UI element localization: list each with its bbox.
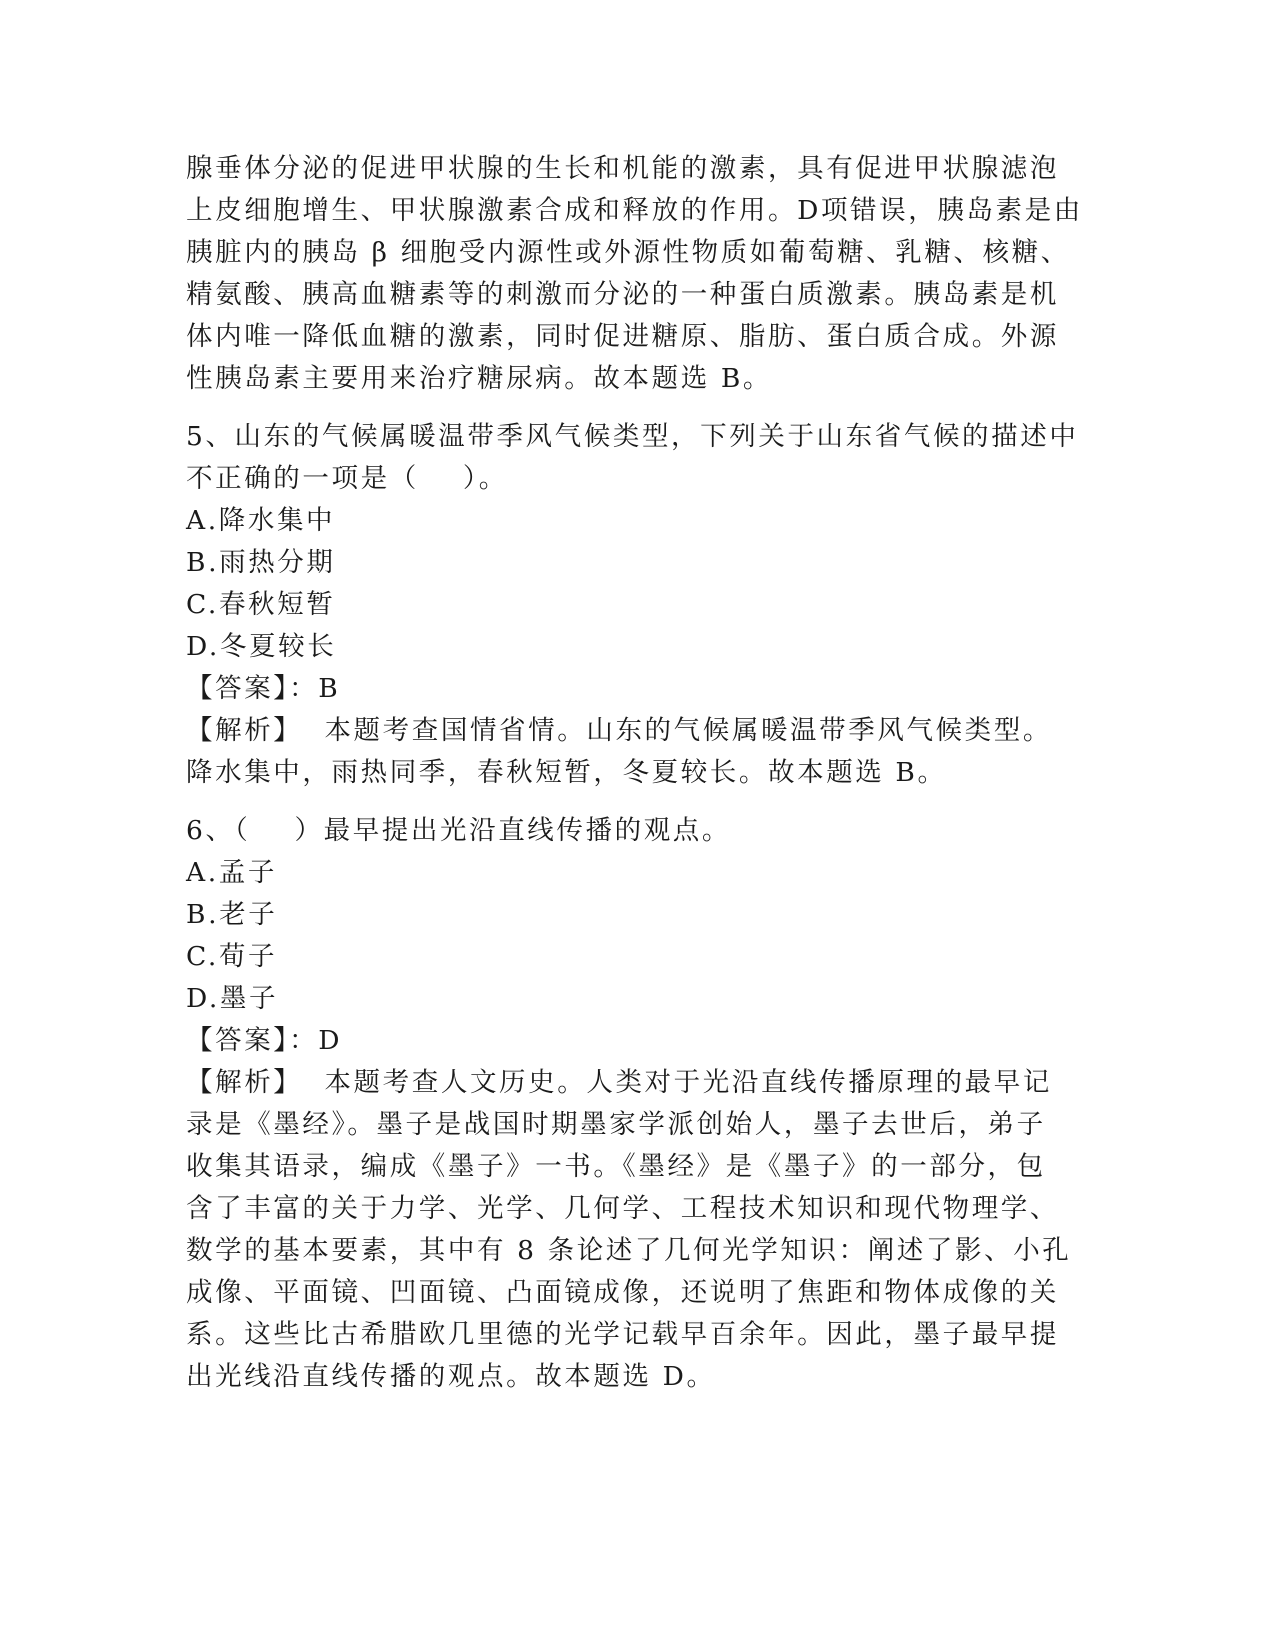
text-line: 体内唯一降低血糖的激素，同时促进糖原、脂肪、蛋白质合成。外源 — [186, 321, 1059, 352]
text-line: 性胰岛素主要用来治疗糖尿病。故本题选 B。 — [186, 363, 772, 394]
spacer — [186, 794, 1086, 810]
text-line: 胰脏内的胰岛 β 细胞受内源性或外源性物质如葡萄糖、乳糖、核糖、 — [186, 237, 1070, 268]
question-6 — [186, 810, 1086, 1398]
document-page — [186, 148, 1086, 1398]
question-stem: 5、山东的气候属暖温带季风气候类型，下列关于山东省气候的描述中 — [186, 421, 1079, 452]
analysis-line: 【解析】 本题考查人文历史。人类对于光沿直线传播原理的最早记 — [186, 1067, 1052, 1098]
analysis-line: 降水集中，雨热同季，春秋短暂，冬夏较长。故本题选 B。 — [186, 757, 947, 788]
question-stem: 6、（ ）最早提出光沿直线传播的观点。 — [186, 815, 732, 846]
analysis-line: 系。这些比古希腊欧几里德的光学记载早百余年。因此，墨子最早提 — [186, 1319, 1059, 1350]
spacer — [186, 400, 1086, 416]
option-b: B.雨热分期 — [186, 547, 336, 578]
analysis-line: 出光线沿直线传播的观点。故本题选 D。 — [186, 1361, 716, 1392]
analysis-line: 收集其语录，编成《墨子》一书。《墨经》是《墨子》的一部分，包 — [186, 1151, 1046, 1182]
option-c: C.春秋短暂 — [186, 589, 336, 620]
question-stem: 不正确的一项是（ ）。 — [186, 463, 508, 494]
analysis-line: 【解析】 本题考查国情省情。山东的气候属暖温带季风气候类型。 — [186, 715, 1052, 746]
analysis-line: 含了丰富的关于力学、光学、几何学、工程技术知识和现代物理学、 — [186, 1193, 1059, 1224]
answer-line: 【答案】：D — [186, 1025, 343, 1056]
question-5 — [186, 416, 1086, 794]
option-a: A.孟子 — [186, 857, 277, 888]
option-c: C.荀子 — [186, 941, 278, 972]
option-d: D.冬夏较长 — [186, 631, 337, 662]
text-line: 腺垂体分泌的促进甲状腺的生长和机能的激素，具有促进甲状腺滤泡 — [186, 153, 1059, 184]
text-line: 上皮细胞增生、甲状腺激素合成和释放的作用。D项错误，胰岛素是由 — [186, 195, 1083, 226]
text-line: 精氨酸、胰高血糖素等的刺激而分泌的一种蛋白质激素。胰岛素是机 — [186, 279, 1059, 310]
option-a: A.降水集中 — [186, 505, 336, 536]
analysis-line: 成像、平面镜、凹面镜、凸面镜成像，还说明了焦距和物体成像的关 — [186, 1277, 1059, 1308]
option-b: B.老子 — [186, 899, 278, 930]
analysis-line: 数学的基本要素，其中有 8 条论述了几何光学知识：阐述了影、小孔 — [186, 1235, 1072, 1266]
previous-analysis-continuation — [186, 148, 1086, 400]
analysis-line: 录是《墨经》。墨子是战国时期墨家学派创始人，墨子去世后，弟子 — [186, 1109, 1046, 1140]
option-d: D.墨子 — [186, 983, 279, 1014]
answer-line: 【答案】：B — [186, 673, 341, 704]
